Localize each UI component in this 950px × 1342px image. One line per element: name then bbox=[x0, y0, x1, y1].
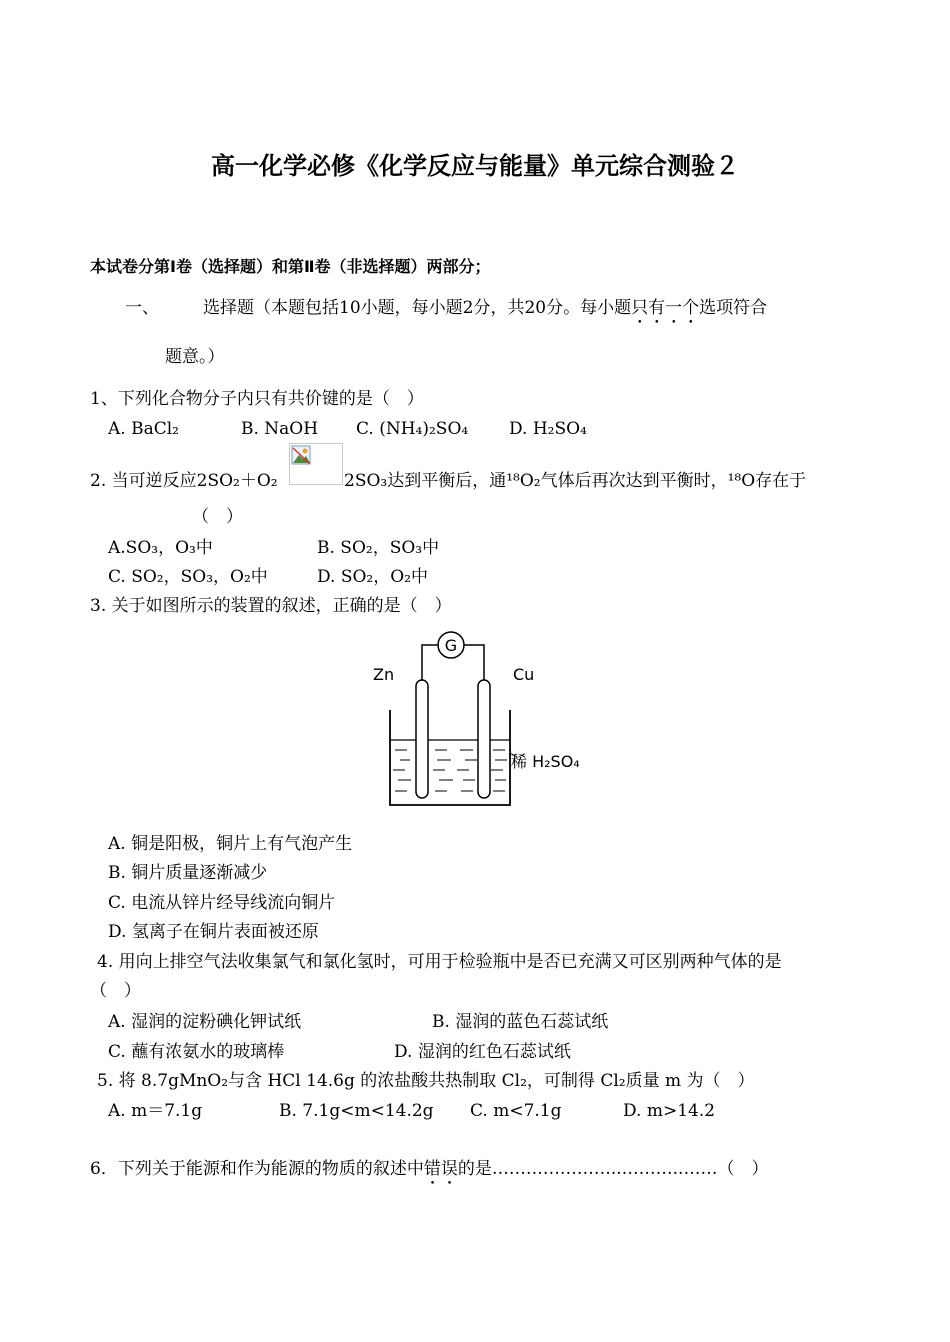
q5-option-d: D. m>14.2 bbox=[623, 1101, 716, 1121]
q4-option-c: C. 蘸有浓氨水的玻璃棒 bbox=[108, 1042, 285, 1062]
q4-option-d: D. 湿润的红色石蕊试纸 bbox=[394, 1042, 571, 1062]
intro-text: 本试卷分第Ⅰ卷（选择题）和第Ⅱ卷（非选择题）两部分； bbox=[90, 257, 491, 276]
question-2-stem-right: 2SO₃达到平衡后，通¹⁸O₂气体后再次达到平衡时，¹⁸O存在于 bbox=[344, 471, 807, 491]
q2-answer-paren: （ ） bbox=[192, 507, 243, 527]
q4-answer-paren: （ ） bbox=[90, 981, 141, 1001]
section-heading: 选择题（本题包括10小题，每小题2分，共20分。每小题只有一个选项符合 bbox=[203, 298, 768, 318]
question-2-stem-left: 2. 当可逆反应2SO₂＋O₂ bbox=[90, 471, 278, 491]
q5-option-c: C. m<7.1g bbox=[470, 1101, 562, 1121]
question-4-stem: 4. 用向上排空气法收集氯气和氯化氢时，可用于检验瓶中是否已充满又可区别两种气体的是 bbox=[97, 952, 782, 972]
q1-option-d: D. H₂SO₄ bbox=[509, 419, 587, 439]
question-3-stem: 3. 关于如图所示的装置的叙述，正确的是（ ） bbox=[90, 596, 452, 616]
question-1-stem: 1、下列化合物分子内只有共价键的是（ ） bbox=[90, 389, 424, 409]
q3-option-d: D. 氢离子在铜片表面被还原 bbox=[108, 922, 319, 942]
zinc-label: Zn bbox=[373, 665, 395, 684]
q5-option-b: B. 7.1g<m<14.2g bbox=[279, 1101, 434, 1121]
emphasis-text: 错误 bbox=[423, 1159, 458, 1179]
galvanic-cell-diagram bbox=[365, 625, 605, 810]
zinc-electrode bbox=[416, 680, 428, 798]
section-number: 一、 bbox=[125, 298, 159, 318]
q3-option-c: C. 电流从锌片经导线流向铜片 bbox=[108, 893, 336, 913]
question-6-stem: 6．下列关于能源和作为能源的物质的叙述中错误的是…………………..………..……（ ） bbox=[90, 1159, 769, 1179]
copper-electrode bbox=[478, 680, 490, 798]
q5-option-a: A. m＝7.1g bbox=[108, 1101, 203, 1121]
section-heading-line2: 题意。） bbox=[165, 347, 225, 367]
q4-option-a: A. 湿润的淀粉碘化钾试纸 bbox=[108, 1012, 302, 1032]
q4-option-b: B. 湿润的蓝色石蕊试纸 bbox=[432, 1012, 609, 1032]
acid-label: 稀 H₂SO₄ bbox=[511, 752, 580, 771]
q1-option-b: B. NaOH bbox=[241, 419, 319, 439]
q3-option-a: A. 铜是阳极，铜片上有气泡产生 bbox=[108, 834, 353, 854]
q2-option-a: A.SO₃，O₃中 bbox=[108, 538, 213, 558]
broken-image-placeholder bbox=[289, 443, 343, 485]
page-title: 高一化学必修《化学反应与能量》单元综合测验２ bbox=[211, 152, 739, 180]
q2-option-c: C. SO₂，SO₃，O₂中 bbox=[108, 567, 268, 587]
q2-option-d: D. SO₂，O₂中 bbox=[317, 567, 428, 587]
wire-right bbox=[464, 645, 484, 680]
q1-option-a: A. BaCl₂ bbox=[108, 419, 179, 439]
emphasis-text: 只有一个 bbox=[631, 298, 700, 318]
galvanometer-label: G bbox=[444, 636, 458, 655]
q2-option-b: B. SO₂，SO₃中 bbox=[317, 538, 440, 558]
broken-image-icon bbox=[291, 445, 313, 467]
q3-option-b: B. 铜片质量逐渐减少 bbox=[108, 863, 268, 883]
copper-label: Cu bbox=[513, 665, 535, 684]
q1-option-c: C. (NH₄)₂SO₄ bbox=[356, 419, 469, 439]
wire-left bbox=[422, 645, 438, 680]
beaker bbox=[390, 710, 510, 805]
question-5-stem: 5. 将 8.7gMnO₂与含 HCl 14.6g 的浓盐酸共热制取 Cl₂，可制得 Cl₂质量 m 为（ ） bbox=[97, 1071, 755, 1091]
